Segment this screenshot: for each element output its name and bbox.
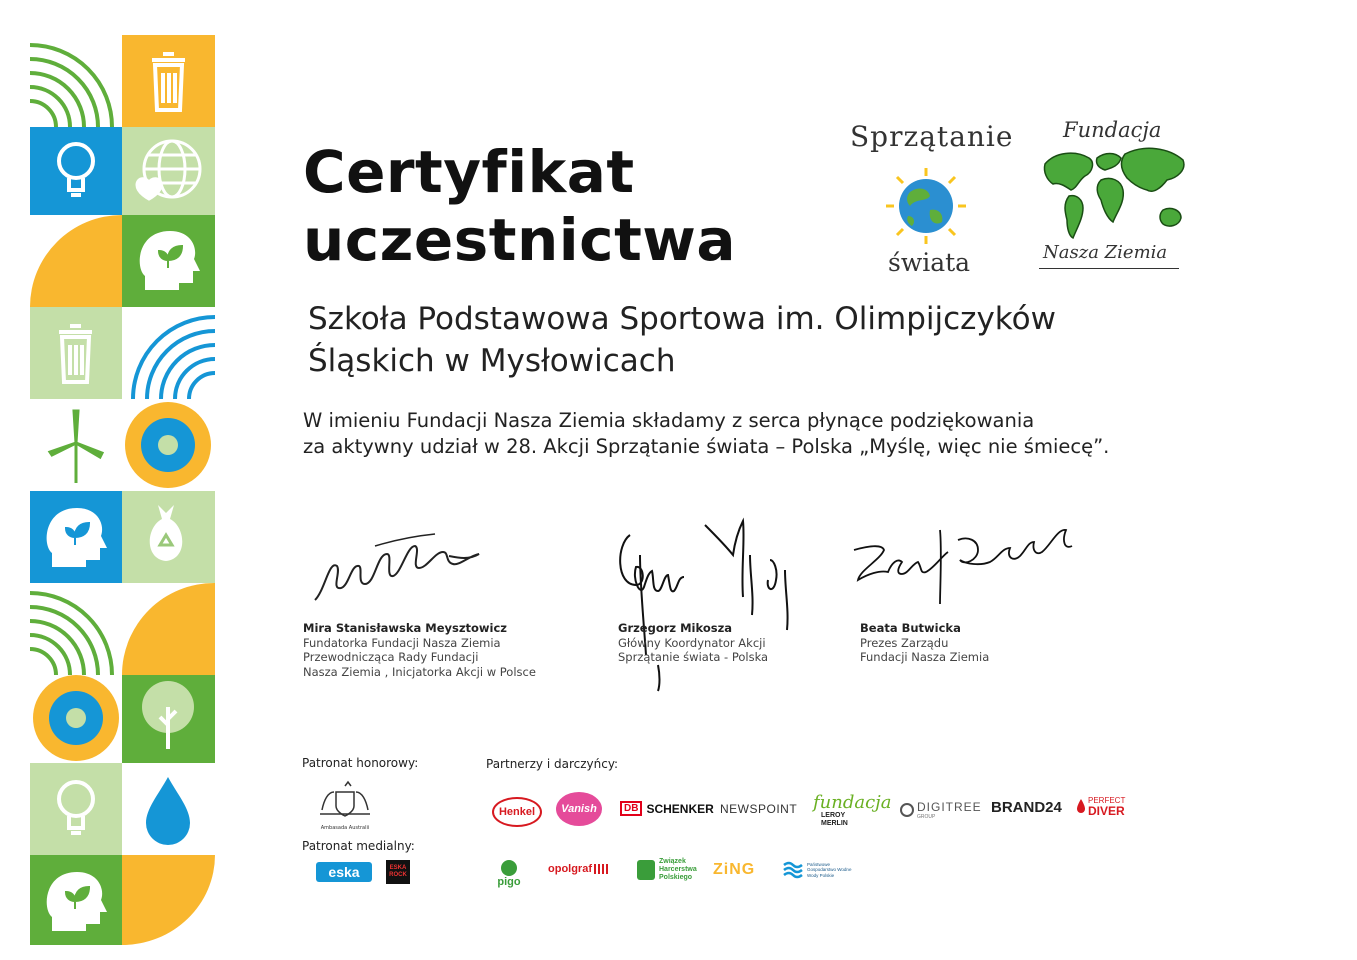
logo-text: Nasza Ziemia	[1043, 242, 1168, 263]
thanks-line-1: W imieniu Fundacji Nasza Ziemia składamy z serca płynące podziękowania	[303, 409, 1035, 432]
signatory-role: Fundacji Nasza Ziemia	[860, 650, 990, 664]
henkel-logo: Henkel	[492, 797, 542, 827]
wody-polskie-logo: Państwowe Gospodarstwo Wodne Wody Polskie	[782, 859, 857, 881]
recipient-name	[308, 298, 1208, 382]
eska-logo: eska	[316, 862, 372, 882]
signatory-role: Główny Koordynator Akcji	[618, 635, 766, 650]
earth-sun-icon	[880, 166, 972, 246]
australia-emblem	[314, 780, 376, 830]
sprzatanie-swiata-logo	[848, 118, 1014, 283]
recipient-line-1: Szkoła Podstawowa Sportowa im. Olimpijczyków	[308, 301, 1056, 337]
signatory-1	[303, 621, 536, 679]
signatory-name: Grzegorz Mikosza	[618, 621, 733, 635]
recipient-line-2: Śląskich w Mysłowicach	[308, 343, 676, 379]
brand24-logo: BRAND24	[991, 799, 1062, 816]
fundacja-nasza-ziemia-logo	[1033, 118, 1193, 278]
signatory-name: Mira Stanisławska Meysztowicz	[303, 621, 507, 635]
target-icon	[33, 675, 119, 761]
signatory-role: Nasza Ziemia , Inicjatorka Akcji w Polsce	[303, 664, 536, 679]
vanish-logo: Vanish	[556, 792, 602, 826]
signatory-name: Beata Butwicka	[860, 621, 961, 635]
scout-icon	[636, 859, 656, 881]
logo-text: świata	[888, 248, 971, 277]
signatory-role: Prezes Zarządu	[860, 635, 949, 650]
opolgraf-logo: opolgraf	[548, 863, 608, 875]
signatory-role: Sprzątanie świata - Polska	[618, 650, 769, 664]
signature-2	[610, 515, 810, 695]
signature-3	[850, 520, 1080, 610]
digitree-logo: DIGITREE GROUP	[899, 800, 982, 820]
eska-rock-logo: ESKA ROCK	[386, 860, 410, 884]
db-schenker-logo: DB SCHENKER	[620, 801, 714, 816]
coat-of-arms-icon	[314, 780, 376, 820]
logo-text: Fundacja	[1063, 118, 1162, 142]
signatory-role: Fundatorka Fundacji Nasza Ziemia	[303, 635, 501, 650]
emblem-caption: Ambasada Australii	[320, 825, 370, 831]
certificate-title	[303, 138, 736, 274]
title-line-1: Certyfikat	[303, 138, 635, 206]
signatory-2	[618, 621, 768, 665]
partners-label: Partnerzy i darczyńcy:	[486, 757, 619, 771]
newspoint-logo: NEWSPOINT	[720, 802, 798, 816]
water-drop-icon	[146, 777, 190, 845]
perfect-diver-logo: PERFECT DIVER	[1076, 796, 1125, 816]
target-icon	[125, 402, 211, 488]
signatory-3	[860, 621, 989, 665]
zing-logo: ZiNG	[713, 861, 756, 878]
arcs-decoration	[30, 593, 112, 675]
signatory-role: Przewodnicząca Rady Fundacji	[303, 650, 479, 664]
wind-turbine-icon	[50, 411, 102, 483]
fundacja-leroy-merlin-logo: fundacja LEROY MERLIN	[813, 792, 892, 827]
arcs-decoration	[133, 317, 215, 399]
arcs-decoration	[30, 35, 122, 127]
media-patronage-label: Patronat medialny:	[302, 839, 415, 853]
title-line-2: uczestnictwa	[303, 206, 737, 274]
pigo-logo: pigo	[488, 854, 530, 888]
drop-icon	[1076, 798, 1086, 814]
logo-text: Sprzątanie	[850, 120, 1014, 153]
signature-1	[305, 520, 505, 610]
thanks-paragraph	[303, 408, 1263, 460]
world-map-icon	[1035, 144, 1193, 256]
tree-icon	[497, 859, 521, 877]
honorary-patronage-label: Patronat honorowy:	[302, 756, 419, 770]
waves-icon	[782, 859, 804, 881]
zhp-logo: Związek Harcerstwa Polskiego	[636, 858, 707, 882]
decorative-side-panel	[30, 35, 215, 945]
thanks-line-2: za aktywny udział w 28. Akcji Sprzątanie świata – Polska „Myślę, więc nie śmiecę”.	[303, 435, 1110, 458]
logo-underline	[1039, 268, 1179, 269]
digitree-icon	[899, 802, 915, 818]
